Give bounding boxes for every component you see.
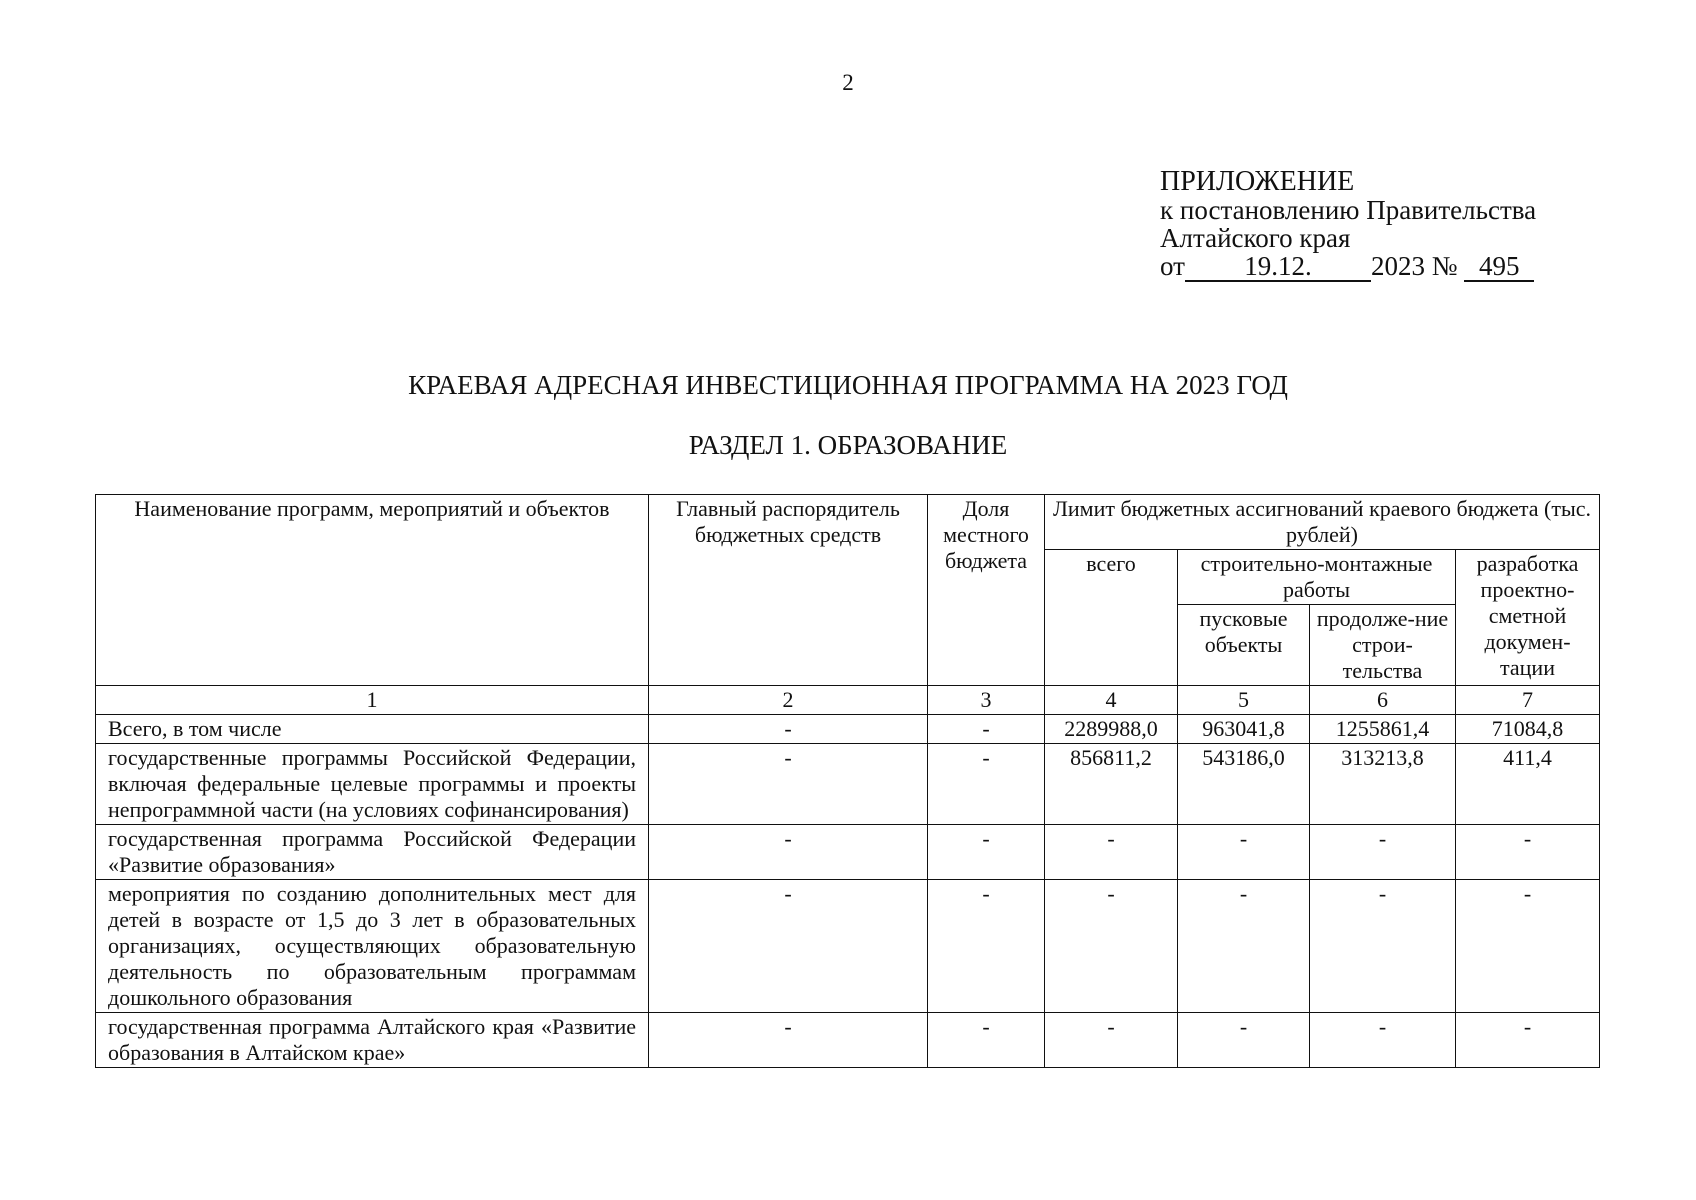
appendix-line1: к постановлению Правительства [1160, 195, 1537, 225]
section-title: РАЗДЕЛ 1. ОБРАЗОВАНИЕ [688, 430, 1008, 460]
row-total: 2289988,0 [1045, 715, 1178, 744]
row-total: 856811,2 [1045, 744, 1178, 825]
row-local-share: - [928, 1013, 1045, 1068]
table-row [96, 744, 1600, 825]
header-launch: пусковые объекты [1178, 605, 1310, 686]
appendix-number: 495 [1464, 252, 1534, 282]
row-launch: 543186,0 [1178, 744, 1310, 825]
row-launch: 963041,8 [1178, 715, 1310, 744]
row-design: - [1456, 880, 1600, 1013]
row-manager: - [649, 715, 928, 744]
row-total: - [1045, 880, 1178, 1013]
row-design: 71084,8 [1456, 715, 1600, 744]
row-manager: - [649, 744, 928, 825]
number-label: № [1431, 251, 1458, 281]
appendix-year: 2023 [1370, 251, 1425, 281]
table-row [96, 1013, 1600, 1068]
row-launch: - [1178, 880, 1310, 1013]
column-number: 5 [1178, 686, 1310, 715]
appendix-line2: Алтайского края [1160, 223, 1351, 253]
appendix-title: ПРИЛОЖЕНИЕ [1160, 166, 1355, 197]
table-row [96, 715, 1600, 744]
header-limit: Лимит бюджетных ассигнований краевого бюджета (тыс. рублей) [1045, 495, 1600, 550]
from-label: от [1160, 251, 1185, 281]
document-title: КРАЕВАЯ АДРЕСНАЯ ИНВЕСТИЦИОННАЯ ПРОГРАММА НА 2023 ГОД [408, 370, 1288, 400]
column-number: 2 [649, 686, 928, 715]
row-total: - [1045, 825, 1178, 880]
column-number: 7 [1456, 686, 1600, 715]
column-number: 4 [1045, 686, 1178, 715]
row-continuation: - [1310, 825, 1456, 880]
row-design: - [1456, 1013, 1600, 1068]
row-total: - [1045, 1013, 1178, 1068]
row-continuation: - [1310, 880, 1456, 1013]
page-number: 2 [842, 70, 854, 95]
row-local-share: - [928, 715, 1045, 744]
column-number-row [96, 686, 1600, 715]
header-construction: строительно-монтажные работы [1178, 550, 1456, 605]
column-number: 6 [1310, 686, 1456, 715]
appendix-date-line [1160, 252, 1536, 282]
row-design: - [1456, 825, 1600, 880]
row-name: государственные программы Российской Федерации, включая федеральные целевые программы и проекты непрограммной части (на условиях софинансирования) [96, 744, 649, 825]
header-design: разработка проектно-сметной докумен-тации [1456, 550, 1600, 686]
row-local-share: - [928, 825, 1045, 880]
row-launch: - [1178, 825, 1310, 880]
header-local-share: Доля местного бюджета [928, 495, 1045, 686]
investment-table [95, 494, 1600, 1068]
row-continuation: 1255861,4 [1310, 715, 1456, 744]
appendix-date: 19.12. [1185, 252, 1371, 282]
table-row [96, 880, 1600, 1013]
row-name: государственная программа Российской Федерации «Развитие образования» [96, 825, 649, 880]
row-name: государственная программа Алтайского края «Развитие образования в Алтайском крае» [96, 1013, 649, 1068]
table-row [96, 825, 1600, 880]
appendix-block [1160, 168, 1536, 282]
row-manager: - [649, 1013, 928, 1068]
header-name: Наименование программ, мероприятий и объектов [96, 495, 649, 686]
row-name: мероприятия по созданию дополнительных мест для детей в возрасте от 1,5 до 3 лет в образовательных организациях, осуществляющих образовательную деятельность по образовательным программам дошкольного образования [96, 880, 649, 1013]
column-number: 1 [96, 686, 649, 715]
row-design: 411,4 [1456, 744, 1600, 825]
row-launch: - [1178, 1013, 1310, 1068]
header-total: всего [1045, 550, 1178, 686]
row-manager: - [649, 880, 928, 1013]
row-local-share: - [928, 744, 1045, 825]
row-name: Всего, в том числе [96, 715, 649, 744]
row-local-share: - [928, 880, 1045, 1013]
row-continuation: 313213,8 [1310, 744, 1456, 825]
header-manager: Главный распорядитель бюджетных средств [649, 495, 928, 686]
row-continuation: - [1310, 1013, 1456, 1068]
header-continuation: продолже-ние строи-тельства [1310, 605, 1456, 686]
row-manager: - [649, 825, 928, 880]
header-row-1 [96, 495, 1600, 550]
column-number: 3 [928, 686, 1045, 715]
